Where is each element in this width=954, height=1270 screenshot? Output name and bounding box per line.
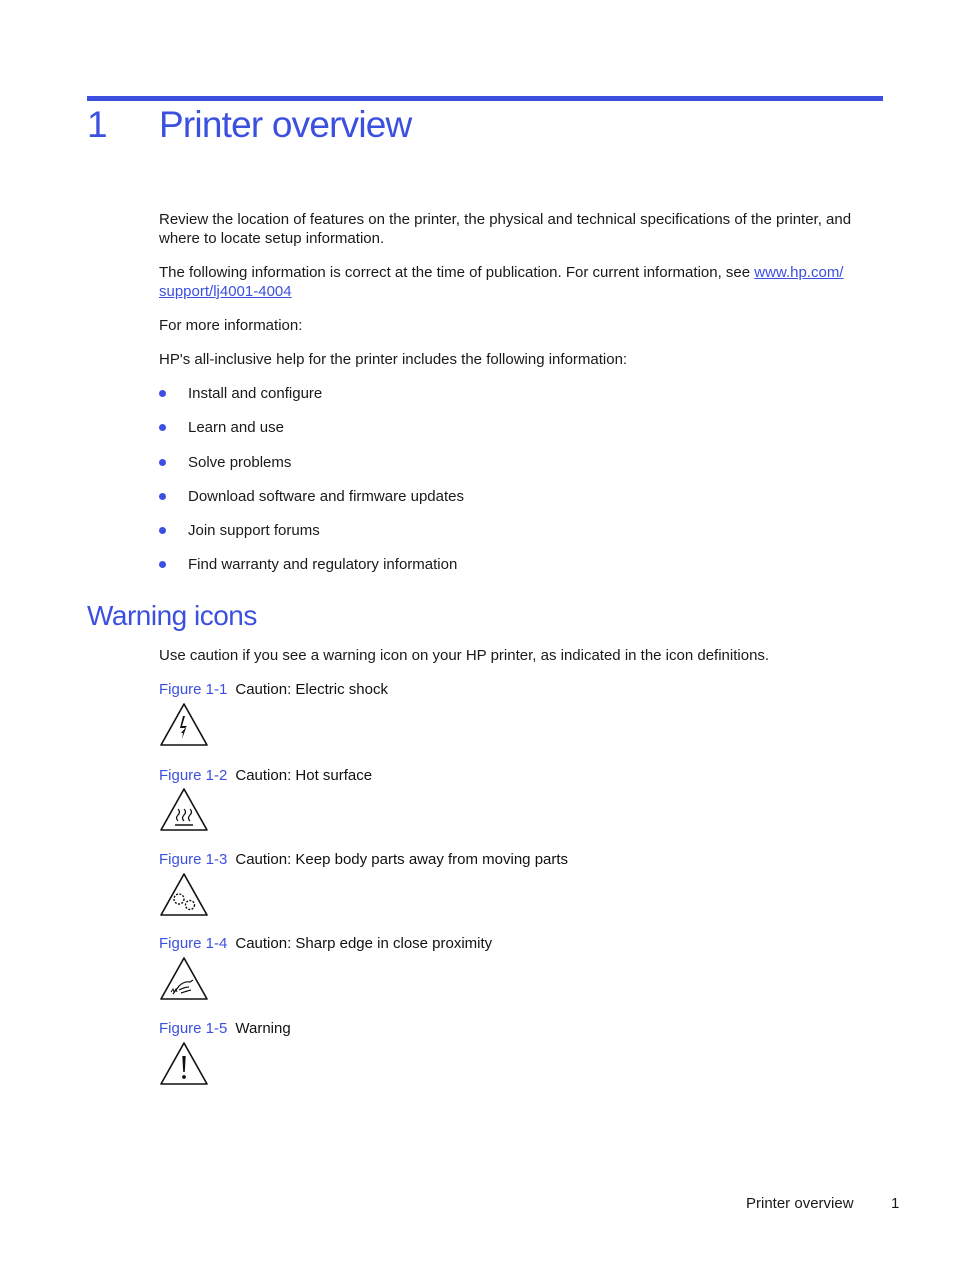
page-number: 1 xyxy=(891,1195,900,1212)
footer-section-title: Printer overview xyxy=(746,1195,854,1212)
moving-parts-icon xyxy=(159,872,209,917)
figure-caption: Figure 1-1 Caution: Electric shock xyxy=(159,681,388,698)
figure-caption: Figure 1-5 Warning xyxy=(159,1020,291,1037)
support-link[interactable]: www.hp.com/ support/lj4001-4004 xyxy=(159,264,844,300)
bullet-icon xyxy=(159,459,166,466)
bullet-icon xyxy=(159,493,166,500)
bullet-icon xyxy=(159,561,166,568)
page-title: Printer overview xyxy=(159,104,412,145)
intro-paragraph-2-text: The following information is correct at the time of publication. For current information, see xyxy=(159,264,755,281)
bullet-icon xyxy=(159,424,166,431)
figure-caption: Figure 1-4 Caution: Sharp edge in close proximity xyxy=(159,935,493,952)
intro-paragraph-3: For more information: xyxy=(159,317,303,334)
chapter-number: 1 xyxy=(87,104,108,145)
section-heading: Warning icons xyxy=(87,600,257,631)
figure-caption: Figure 1-3 Caution: Keep body parts away from moving parts xyxy=(159,851,569,868)
figure-caption: Figure 1-2 Caution: Hot surface xyxy=(159,767,373,784)
bullet-icon xyxy=(159,390,166,397)
hot-surface-icon xyxy=(159,787,209,832)
warning-intro: Use caution if you see a warning icon on your HP printer, as indicated in the icon definitions. xyxy=(159,647,770,664)
intro-paragraph-2 xyxy=(159,263,881,301)
intro-paragraph-1: Review the location of features on the printer, the physical and technical specifications of the printer, and where to locate setup information. xyxy=(159,211,852,247)
chapter-rule xyxy=(87,96,883,101)
sharp-edge-icon xyxy=(159,956,209,1001)
intro-paragraph-4: HP's all-inclusive help for the printer includes the following information: xyxy=(159,351,628,368)
warning-icon xyxy=(159,1041,209,1086)
electric-shock-icon xyxy=(159,702,209,747)
bullet-icon xyxy=(159,527,166,534)
